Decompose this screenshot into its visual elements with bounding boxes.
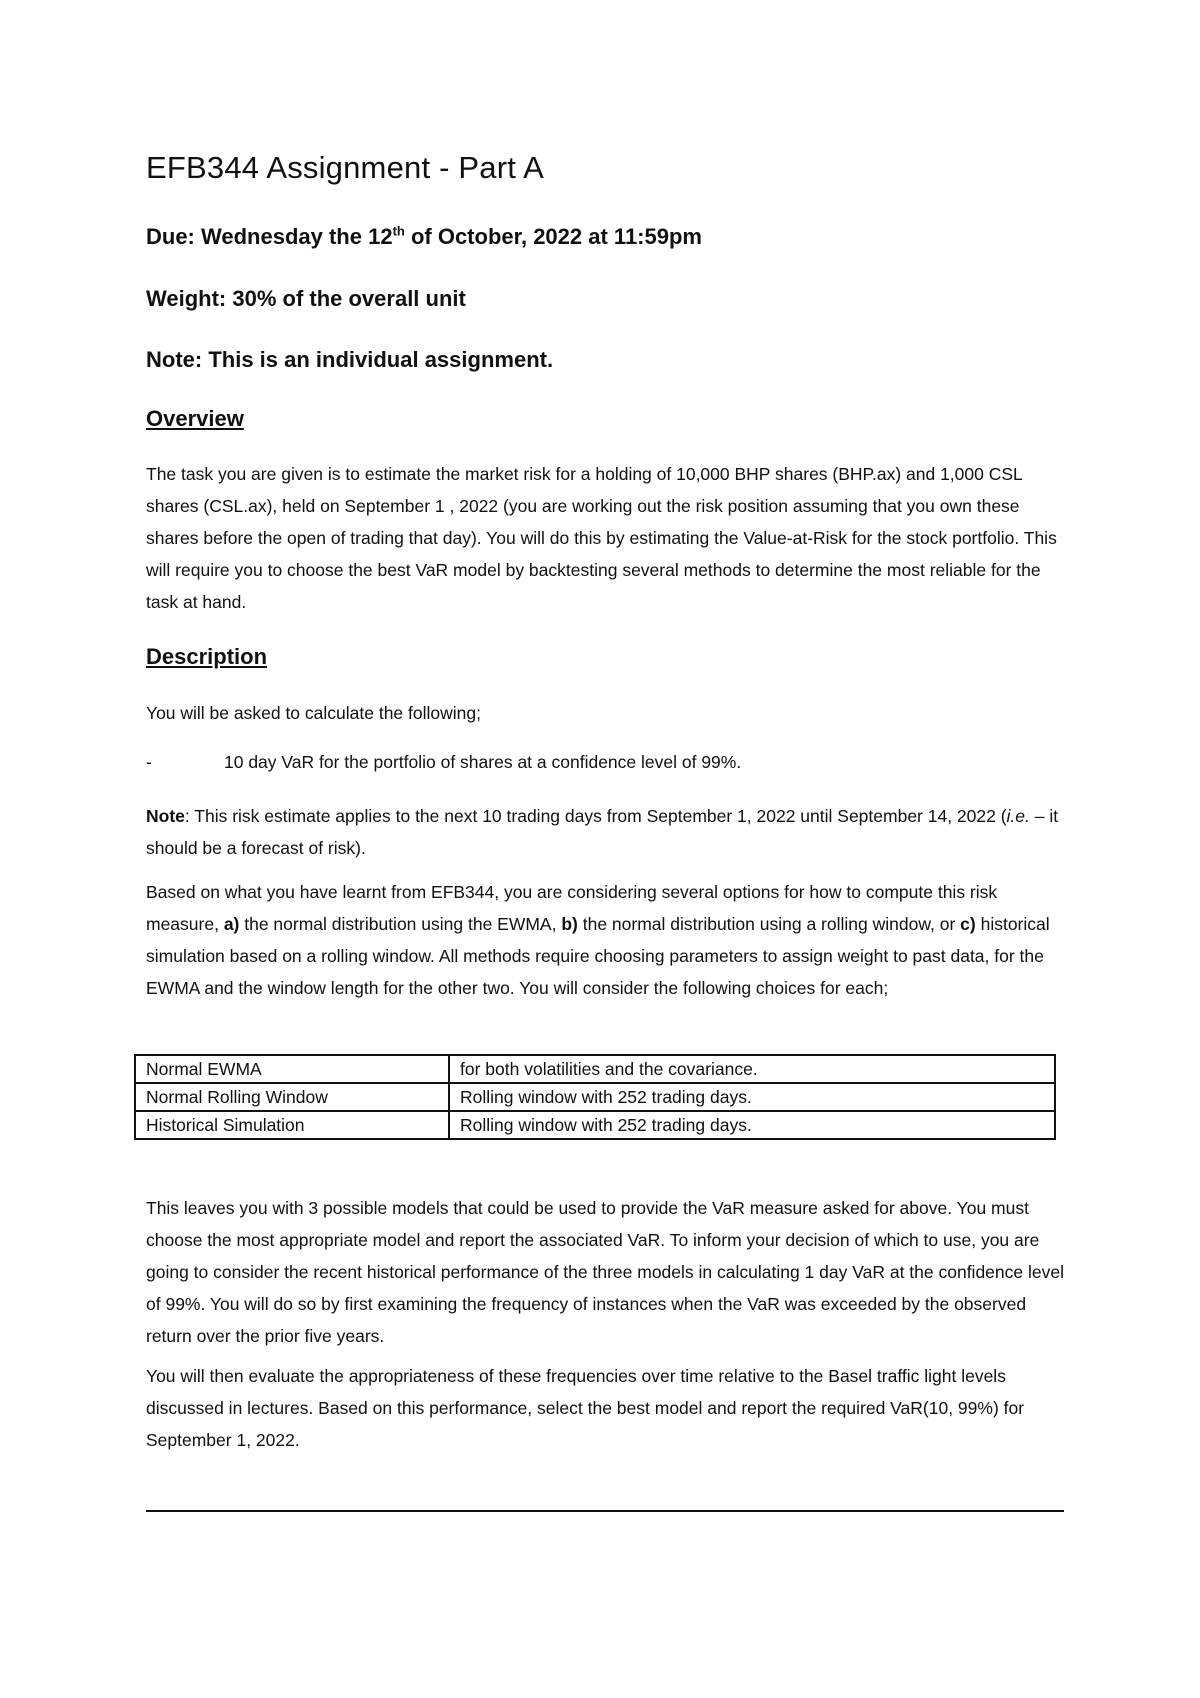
risk-note-paragraph: Note: This risk estimate applies to the next 10 trading days from September 1, 2022 until September 14, 2022 (i.e. – it should be a forecast of risk). <box>146 806 1059 858</box>
overview-heading: Overview <box>146 406 244 431</box>
options-paragraph: Based on what you have learnt from EFB344, you are considering several options for how to compute this risk measure, a) the normal distribution using the EWMA, b) the normal distribution using a rolling window, or c) historical simulation based on a rolling window. All methods require choosing parameters to assign weight to past data, for the EWMA and the window length for the other two. You will consider the following choices for each; <box>146 882 1050 998</box>
individual-note: Note: This is an individual assignment. <box>146 347 554 372</box>
overview-paragraph: The task you are given is to estimate the market risk for a holding of 10,000 BHP shares (BHP.ax) and 1,000 CSL shares (CSL.ax), held on September 1 , 2022 (you are working out the risk position assuming that you own these shares before the open of trading that day). You will do this by estimating the Value-at-Risk for the stock portfolio. This will require you to choose the best VaR model by backtesting several methods to determine the most reliable for the task at hand. <box>146 464 1057 612</box>
table-cell-choice: Rolling window with 252 trading days. <box>449 1083 1055 1111</box>
list-item: - 10 day VaR for the portfolio of shares at a confidence level of 99%. <box>146 752 742 772</box>
table-row <box>135 1055 1055 1083</box>
description-heading: Description <box>146 644 268 669</box>
horizontal-divider <box>146 1510 1064 1512</box>
table-row <box>135 1111 1055 1139</box>
page-title: EFB344 Assignment - Part A <box>146 150 545 185</box>
models-paragraph: This leaves you with 3 possible models that could be used to provide the VaR measure asked for above. You must choose the most appropriate model and report the associated VaR. To inform your decision of which to use, you are going to consider the recent historical performance of the three models in calculating 1 day VaR at the confidence level of 99%. You will do so by first examining the frequency of instances when the VaR was exceeded by the observed return over the prior five years. <box>146 1198 1064 1346</box>
model-choices-table <box>134 1054 1056 1140</box>
basel-paragraph: You will then evaluate the appropriateness of these frequencies over time relative to the Basel traffic light levels discussed in lectures. Based on this performance, select the best model and report the required VaR(10, 99%) for September 1, 2022. <box>146 1366 1025 1450</box>
table-cell-choice: Rolling window with 252 trading days. <box>449 1111 1055 1139</box>
table-cell-model: Normal Rolling Window <box>135 1083 449 1111</box>
table-cell-choice: for both volatilities and the covariance. <box>449 1055 1055 1083</box>
weight-line: Weight: 30% of the overall unit <box>146 286 466 311</box>
table-row <box>135 1083 1055 1111</box>
description-intro: You will be asked to calculate the following; <box>146 703 481 723</box>
due-date: Due: Wednesday the 12th of October, 2022 at 11:59pm <box>146 223 702 249</box>
table-cell-model: Normal EWMA <box>135 1055 449 1083</box>
table-cell-model: Historical Simulation <box>135 1111 449 1139</box>
